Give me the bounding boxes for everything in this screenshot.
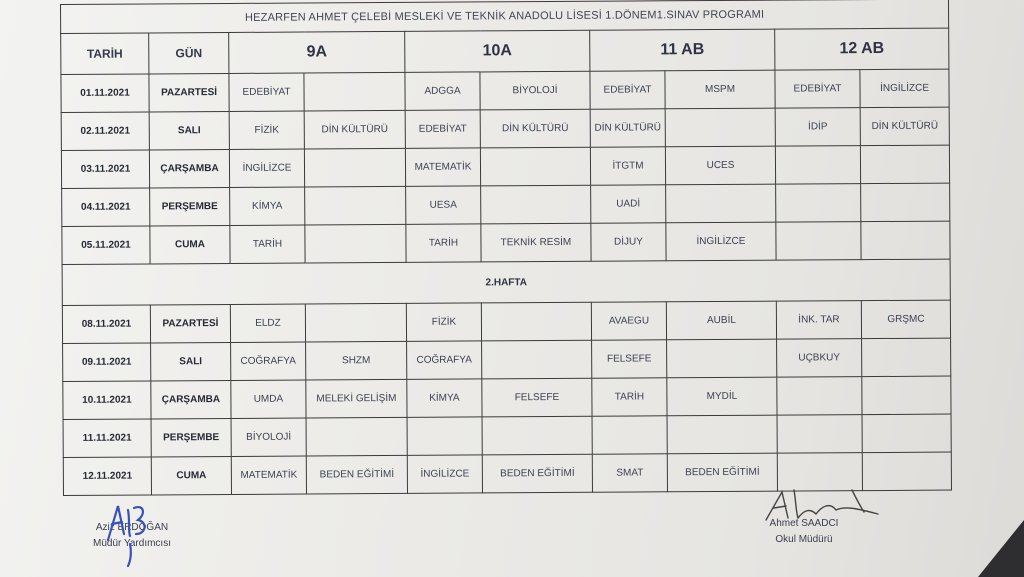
week2-label: 2.HAFTA [62, 259, 950, 305]
exam-cell: BEDEN EĞİTİMİ [482, 454, 592, 493]
day-cell: PAZARTESİ [149, 73, 229, 111]
exam-cell: BİYOLOJİ [480, 71, 590, 110]
date-cell: 11.11.2021 [63, 419, 151, 458]
header-class-11ab: 11 AB [590, 29, 775, 71]
exam-cell [304, 72, 405, 111]
exam-cell: ELDZ [230, 304, 305, 342]
exam-cell: TARİH [406, 224, 481, 262]
exam-cell: TARİH [230, 225, 305, 263]
date-cell: 04.11.2021 [62, 188, 150, 227]
exam-cell: EDEBİYAT [405, 110, 480, 148]
exam-cell [482, 340, 592, 379]
signer-title-right: Okul Müdürü [775, 534, 833, 545]
exam-cell [862, 376, 951, 415]
exam-cell: AUBİL [666, 301, 776, 340]
handwritten-signature-right [760, 484, 890, 530]
date-cell: 02.11.2021 [61, 112, 149, 151]
week2-rows [62, 300, 951, 495]
schedule-row [63, 414, 951, 457]
exam-cell: COĞRAFYA [407, 341, 482, 379]
exam-cell: EDEBİYAT [229, 73, 304, 111]
exam-cell [667, 415, 777, 454]
exam-cell: DİJUY [591, 223, 666, 261]
exam-cell [776, 222, 861, 261]
exam-cell: UADİ [591, 185, 666, 223]
day-cell: SALI [149, 111, 229, 149]
exam-cell [777, 377, 862, 416]
document-title: HEZARFEN AHMET ÇELEBİ MESLEKİ VE TEKNİK ANADOLU LİSESİ 1.DÖNEM1.SINAV PROGRAMI [61, 0, 949, 33]
exam-cell [592, 416, 667, 454]
header-date: TARİH [61, 33, 149, 75]
exam-cell: UMDA [231, 380, 306, 418]
exam-cell: SHZM [306, 341, 407, 380]
exam-schedule-sheet [60, 0, 951, 497]
schedule-row [61, 69, 949, 112]
exam-cell: DİN KÜLTÜRÜ [860, 107, 949, 146]
exam-cell: FELSEFE [482, 378, 592, 417]
day-cell: CUMA [150, 225, 230, 263]
signer-name-right: Ahmet SAADCI [769, 518, 839, 529]
exam-cell: İNK. TAR [776, 301, 861, 340]
exam-cell [776, 184, 861, 223]
exam-cell: DİN KÜLTÜRÜ [480, 109, 590, 148]
exam-cell: UÇBKUY [777, 339, 862, 378]
exam-cell [862, 414, 951, 453]
exam-cell [667, 339, 777, 378]
exam-cell: KİMYA [407, 379, 482, 417]
date-cell: 10.11.2021 [63, 381, 151, 420]
exam-cell [666, 184, 776, 223]
header-class-10a: 10A [405, 30, 590, 72]
date-cell: 03.11.2021 [61, 150, 149, 189]
exam-cell: İNGİLİZCE [666, 222, 776, 261]
schedule-row [62, 300, 950, 343]
exam-cell: SMAT [592, 454, 667, 492]
exam-cell [305, 224, 406, 263]
schedule-row [61, 145, 949, 188]
header-class-12ab: 12 AB [775, 28, 949, 70]
exam-cell: FELSEFE [592, 340, 667, 378]
day-cell: ÇARŞAMBA [149, 149, 229, 187]
exam-cell: İNGİLİZCE [407, 455, 482, 493]
day-cell: PERŞEMBE [151, 418, 231, 456]
exam-cell: İNGİLİZCE [860, 69, 949, 108]
exam-cell: BEDEN EĞİTİMİ [667, 453, 777, 492]
exam-cell: KİMYA [230, 187, 305, 225]
exam-cell [407, 417, 482, 455]
date-cell: 08.11.2021 [62, 305, 150, 344]
day-cell: SALI [151, 342, 231, 380]
schedule-row [63, 376, 951, 419]
week1-rows [61, 69, 950, 264]
exam-cell: FİZİK [406, 303, 481, 341]
exam-cell: MYDİL [667, 377, 777, 416]
signer-name-left: Aziz ERDOĞAN [95, 522, 169, 533]
exam-cell: MATEMATİK [405, 148, 480, 186]
day-cell: PAZARTESİ [150, 304, 230, 342]
exam-cell [304, 148, 405, 187]
day-cell: PERŞEMBE [150, 187, 230, 225]
exam-cell: ADGGA [405, 72, 480, 110]
exam-cell: BİYOLOJİ [231, 418, 306, 456]
exam-cell [480, 147, 590, 186]
exam-cell: MATEMATİK [231, 456, 306, 494]
exam-cell: EDEBİYAT [590, 71, 665, 109]
exam-cell: İNGİLİZCE [229, 149, 304, 187]
exam-cell [862, 338, 951, 377]
exam-cell: İTGTM [590, 147, 665, 185]
exam-cell [777, 415, 862, 454]
exam-cell: AVAEGU [591, 302, 666, 340]
exam-cell: DİN KÜLTÜRÜ [590, 109, 665, 147]
exam-cell: MELEKİ GELİŞİM [306, 379, 407, 418]
exam-cell [482, 416, 592, 455]
exam-cell: TARİH [592, 378, 667, 416]
exam-cell [665, 108, 775, 147]
day-cell: ÇARŞAMBA [151, 380, 231, 418]
date-cell: 12.11.2021 [63, 457, 151, 496]
exam-cell: TEKNİK RESİM [481, 223, 591, 262]
exam-cell [861, 183, 950, 222]
signer-title-left: Müdür Yardımcısı [93, 538, 171, 549]
exam-cell [775, 146, 860, 185]
handwritten-signature-left [100, 500, 190, 570]
exam-cell: İDİP [775, 108, 860, 147]
exam-cell [481, 185, 591, 224]
exam-cell: FİZİK [229, 111, 304, 149]
exam-schedule-table [60, 0, 952, 496]
exam-cell: COĞRAFYA [231, 342, 306, 380]
exam-cell: MSPM [665, 70, 775, 109]
day-cell: CUMA [151, 456, 231, 494]
schedule-row [63, 338, 951, 381]
exam-cell [305, 186, 406, 225]
schedule-row [62, 221, 950, 264]
exam-cell [861, 221, 950, 260]
header-day: GÜN [149, 32, 229, 73]
schedule-row [61, 107, 949, 150]
date-cell: 01.11.2021 [61, 74, 149, 113]
exam-cell: GRŞMC [861, 300, 950, 339]
date-cell: 05.11.2021 [62, 226, 150, 265]
header-class-9a: 9A [229, 31, 405, 73]
exam-cell: EDEBİYAT [775, 70, 860, 109]
exam-cell [860, 145, 949, 184]
date-cell: 09.11.2021 [63, 343, 151, 382]
schedule-row [62, 183, 950, 226]
exam-cell [305, 303, 406, 342]
exam-cell [481, 302, 591, 341]
exam-cell: BEDEN EĞİTİMİ [306, 455, 407, 494]
exam-cell [306, 417, 407, 456]
exam-cell: DİN KÜLTÜRÜ [304, 110, 405, 149]
exam-cell: UCES [665, 146, 775, 185]
exam-cell: UESA [406, 186, 481, 224]
